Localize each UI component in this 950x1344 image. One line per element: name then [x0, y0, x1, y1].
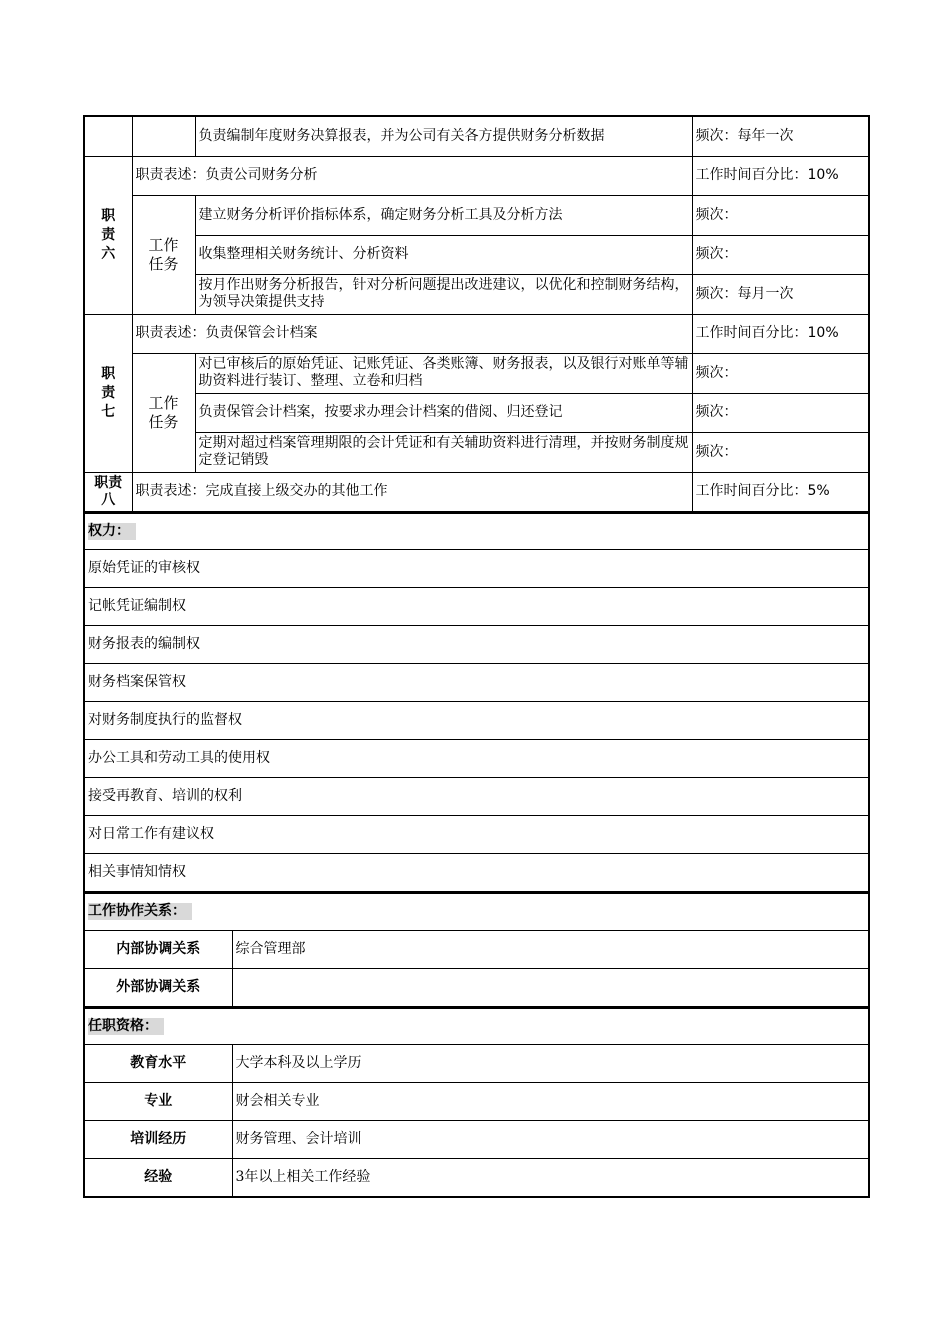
power-item: 接受再教育、培训的权利 — [84, 778, 869, 816]
task-frequency: 频次： — [692, 195, 869, 235]
duties-table — [83, 115, 870, 512]
qualification-label: 经验 — [84, 1159, 232, 1197]
duty-description: 职责表述：负责保管会计档案 — [132, 314, 692, 353]
section-title-qualifications: 任职资格： — [88, 1018, 164, 1035]
task-text: 按月作出财务分析报告，针对分析问题提出改进建议，以优化和控制财务结构，为领导决策提供支持 — [195, 274, 692, 314]
duty-description: 职责表述：完成直接上级交办的其他工作 — [132, 472, 692, 511]
table-row — [84, 353, 869, 393]
duty-label: 职责六 — [84, 156, 132, 314]
qualification-value: 财会相关专业 — [232, 1083, 869, 1121]
power-item: 相关事情知情权 — [84, 854, 869, 892]
table-row — [84, 156, 869, 195]
qualification-value: 大学本科及以上学历 — [232, 1045, 869, 1083]
task-frequency: 频次：每年一次 — [692, 116, 869, 156]
power-item: 办公工具和劳动工具的使用权 — [84, 740, 869, 778]
table-row — [84, 930, 869, 968]
table-row — [84, 472, 869, 511]
task-frequency: 频次： — [692, 432, 869, 472]
list-item — [84, 816, 869, 854]
list-item — [84, 664, 869, 702]
list-item — [84, 550, 869, 588]
external-relation-label: 外部协调关系 — [84, 968, 232, 1006]
powers-table — [83, 512, 870, 893]
table-row — [84, 116, 869, 156]
internal-relation-value: 综合管理部 — [232, 930, 869, 968]
qualification-label: 培训经历 — [84, 1121, 232, 1159]
table-row — [84, 432, 869, 472]
list-item — [84, 740, 869, 778]
task-label: 工作任务 — [132, 353, 195, 472]
power-item: 原始凭证的审核权 — [84, 550, 869, 588]
section-header — [84, 1008, 869, 1045]
table-row — [84, 393, 869, 432]
qualification-label: 教育水平 — [84, 1045, 232, 1083]
list-item — [84, 626, 869, 664]
power-item: 财务档案保管权 — [84, 664, 869, 702]
task-text: 收集整理相关财务统计、分析资料 — [195, 235, 692, 274]
list-item — [84, 778, 869, 816]
duty-time-percent: 工作时间百分比：10% — [692, 156, 869, 195]
duty-time-percent: 工作时间百分比：10% — [692, 314, 869, 353]
section-title-relations: 工作协作关系： — [88, 903, 192, 920]
power-item: 财务报表的编制权 — [84, 626, 869, 664]
table-row — [84, 1083, 869, 1121]
list-item — [84, 588, 869, 626]
power-item: 对日常工作有建议权 — [84, 816, 869, 854]
table-row — [84, 1121, 869, 1159]
qualification-value: 财务管理、会计培训 — [232, 1121, 869, 1159]
qualification-label: 专业 — [84, 1083, 232, 1121]
relations-table — [83, 892, 870, 1007]
duty-label: 职责七 — [84, 314, 132, 472]
duty-description: 职责表述：负责公司财务分析 — [132, 156, 692, 195]
task-frequency: 频次： — [692, 393, 869, 432]
section-header — [84, 893, 869, 930]
duty-label: 职责八 — [84, 472, 132, 511]
table-row — [84, 1159, 869, 1197]
task-frequency: 频次：每月一次 — [692, 274, 869, 314]
section-header — [84, 513, 869, 550]
power-item: 记帐凭证编制权 — [84, 588, 869, 626]
task-frequency: 频次： — [692, 353, 869, 393]
task-frequency: 频次： — [692, 235, 869, 274]
external-relation-value — [232, 968, 869, 1006]
power-item: 对财务制度执行的监督权 — [84, 702, 869, 740]
list-item — [84, 702, 869, 740]
table-row — [84, 235, 869, 274]
task-text: 定期对超过档案管理期限的会计凭证和有关辅助资料进行清理，并按财务制度规定登记销毁 — [195, 432, 692, 472]
task-text: 负责编制年度财务决算报表，并为公司有关各方提供财务分析数据 — [195, 116, 692, 156]
table-row — [84, 274, 869, 314]
duty-time-percent: 工作时间百分比：5% — [692, 472, 869, 511]
qualification-value: 3年以上相关工作经验 — [232, 1159, 869, 1197]
task-text: 对已审核后的原始凭证、记账凭证、各类账簿、财务报表，以及银行对账单等辅助资料进行装订、整理、立卷和归档 — [195, 353, 692, 393]
task-text: 建立财务分析评价指标体系，确定财务分析工具及分析方法 — [195, 195, 692, 235]
list-item — [84, 854, 869, 892]
table-row — [84, 195, 869, 235]
job-description-sheet — [83, 115, 868, 1198]
internal-relation-label: 内部协调关系 — [84, 930, 232, 968]
table-row — [84, 968, 869, 1006]
task-label: 工作任务 — [132, 195, 195, 314]
qualifications-table — [83, 1007, 870, 1198]
table-row — [84, 1045, 869, 1083]
section-title-powers: 权力： — [88, 523, 136, 540]
table-row — [84, 314, 869, 353]
task-text: 负责保管会计档案，按要求办理会计档案的借阅、归还登记 — [195, 393, 692, 432]
